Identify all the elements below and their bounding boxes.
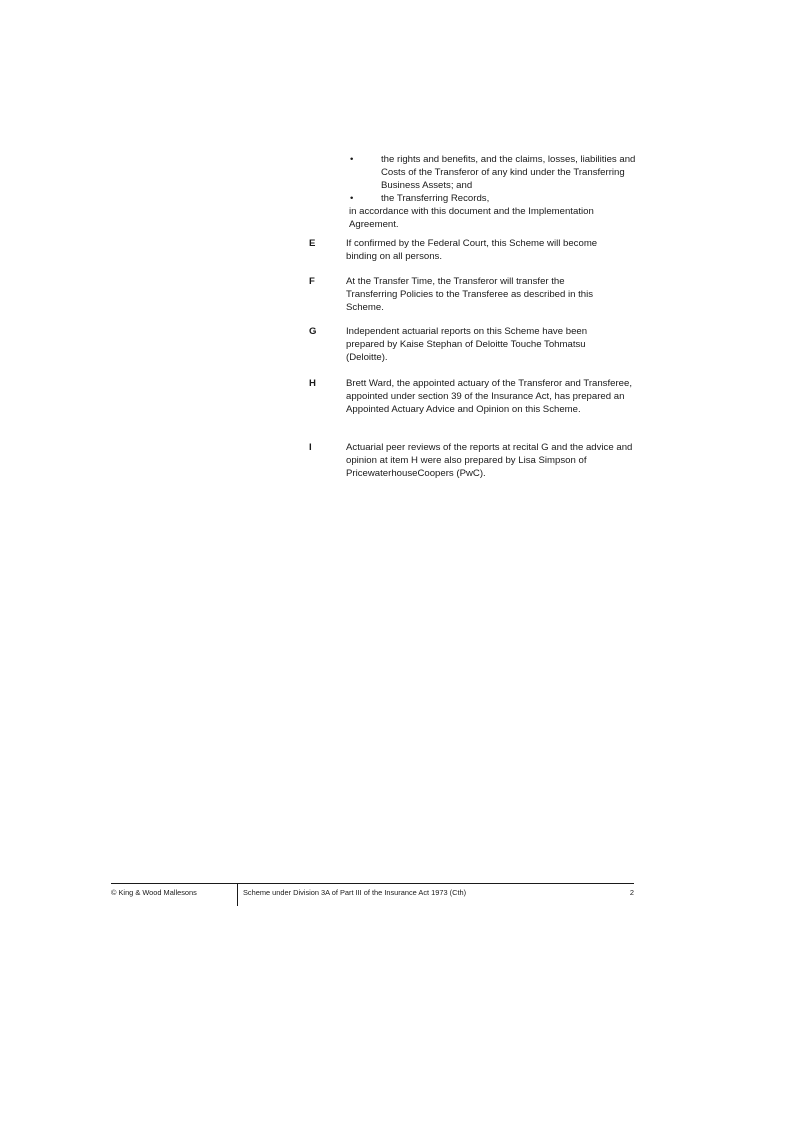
- recital-text: If confirmed by the Federal Court, this Scheme will become binding on all persons.: [346, 238, 598, 262]
- recital-text: At the Transfer Time, the Transferor will transfer the Transferring Policies to the Transferee as described in this Scheme.: [346, 276, 594, 313]
- bullet-marker: •: [350, 193, 354, 204]
- recital-letter: E: [309, 238, 316, 249]
- recital-text: Actuarial peer reviews of the reports at recital G and the advice and opinion at item H were also prepared by Lisa Simpson of PricewaterhouseCoopers (PwC).: [346, 442, 633, 479]
- footer-divider: [237, 883, 238, 906]
- recital-text: Brett Ward, the appointed actuary of the Transferor and Transferee, appointed under section 39 of the Insurance Act, has prepared an Appointed Actuary Advice and Opinion on this Scheme.: [346, 378, 633, 415]
- footer-document-title: Scheme under Division 3A of Part III of the Insurance Act 1973 (Cth): [243, 888, 467, 897]
- bullet-marker: •: [350, 154, 354, 165]
- bullet-text: the Transferring Records,: [381, 193, 490, 204]
- continuation-text: in accordance with this document and the Implementation Agreement.: [349, 206, 594, 230]
- footer-copyright: © King & Wood Mallesons: [111, 888, 197, 897]
- recital-letter: G: [309, 326, 317, 337]
- recital-letter: F: [309, 276, 315, 287]
- footer-rule: [111, 883, 634, 884]
- recital-text: Independent actuarial reports on this Scheme have been prepared by Kaise Stephan of Deloitte Touche Tohmatsu (Deloitte).: [346, 326, 588, 363]
- recital-letter: I: [309, 442, 312, 453]
- footer-page-number: 2: [629, 888, 634, 897]
- recital-letter: H: [309, 378, 316, 389]
- bullet-text: the rights and benefits, and the claims, losses, liabilities and Costs of the Transferor of any kind under the Transferring Business Assets; and: [381, 154, 636, 191]
